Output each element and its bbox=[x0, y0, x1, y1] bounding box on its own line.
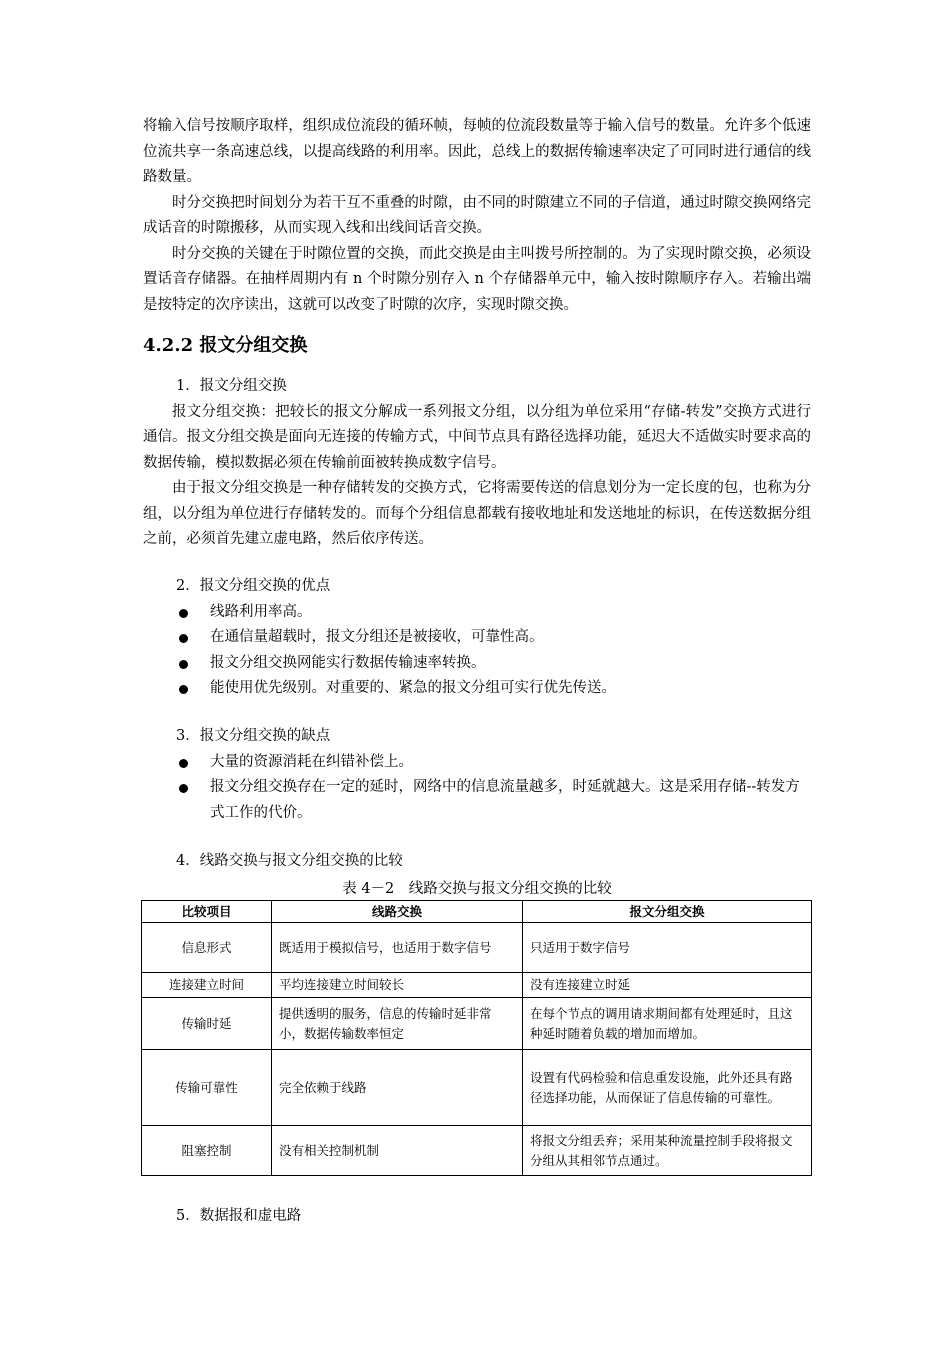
part3-title: 3．报文分组交换的缺点 bbox=[176, 728, 331, 744]
table-cell: 没有连接建立时延 bbox=[523, 973, 812, 998]
part2-title: 2．报文分组交换的优点 bbox=[176, 578, 331, 594]
bullet-icon bbox=[179, 685, 188, 694]
table-header-cell: 比较项目 bbox=[142, 901, 272, 923]
list-item: 报文分组交换网能实行数据传输速率转换。 bbox=[143, 651, 811, 677]
part3-section bbox=[143, 724, 811, 826]
part4-section bbox=[143, 849, 811, 875]
intro-paragraph-3: 时分交换的关键在于时隙位置的交换，而此交换是由主叫拨号所控制的。为了实现时隙交换，必须设置话音存储器。在抽样周期内有 n 个时隙分别存入 n 个存储器单元中，输入按时隙顺序存入。若输出端是按特定的次序读出，这就可以改变了时隙的次序，实现时隙交换。 bbox=[143, 245, 811, 313]
table-cell: 设置有代码检验和信息重发设施，此外还具有路径选择功能，从而保证了信息传输的可靠性。 bbox=[523, 1050, 812, 1126]
table-cell: 既适用于模拟信号，也适用于数字信号 bbox=[272, 923, 523, 973]
part1-paragraph-1: 报文分组交换：把较长的报文分解成一系列报文分组，以分组为单位采用“存储-转发”交换方式进行通信。报文分组交换是面向无连接的传输方式，中间节点具有路径选择功能，延迟大不适做实时要求高的数据传输，模拟数据必须在传输前面被转换成数字信号。 bbox=[143, 403, 811, 471]
intro-section bbox=[143, 114, 811, 318]
table-cell: 在每个节点的调用请求期间都有处理延时，且这种延时随着负载的增加而增加。 bbox=[523, 998, 812, 1050]
table-cell: 阻塞控制 bbox=[142, 1126, 272, 1176]
table-row bbox=[142, 998, 812, 1050]
table-caption: 表 4－2 线路交换与报文分组交换的比较 bbox=[342, 881, 612, 897]
table-cell: 信息形式 bbox=[142, 923, 272, 973]
table-cell: 将报文分组丢弃；采用某种流量控制手段将报文分组从其相邻节点通过。 bbox=[523, 1126, 812, 1176]
list-item: 报文分组交换存在一定的延时，网络中的信息流量越多，时延就越大。这是采用存储--转发方式工作的代价。 bbox=[143, 775, 811, 826]
part1-section bbox=[143, 374, 811, 553]
disadvantages-list bbox=[143, 750, 811, 827]
list-item: 在通信量超载时，报文分组还是被接收，可靠性高。 bbox=[143, 625, 811, 651]
table-cell: 传输时延 bbox=[142, 998, 272, 1050]
table-row bbox=[142, 1050, 812, 1126]
intro-paragraph-2: 时分交换把时间划分为若干互不重叠的时隙，由不同的时隙建立不同的子信道，通过时隙交换网络完成话音的时隙搬移，从而实现入线和出线间话音交换。 bbox=[143, 194, 811, 236]
table-row bbox=[142, 1126, 812, 1176]
section-title: 4.2.2 报文分组交换 bbox=[143, 335, 308, 356]
bullet-icon bbox=[179, 609, 188, 618]
part4-title: 4．线路交换与报文分组交换的比较 bbox=[176, 853, 403, 869]
table-header-cell: 线路交换 bbox=[272, 901, 523, 923]
table-cell: 传输可靠性 bbox=[142, 1050, 272, 1126]
list-item: 大量的资源消耗在纠错补偿上。 bbox=[143, 750, 811, 776]
table-row bbox=[142, 973, 812, 998]
table-header-row bbox=[142, 901, 812, 923]
table-cell: 完全依赖于线路 bbox=[272, 1050, 523, 1126]
part1-title: 1．报文分组交换 bbox=[176, 378, 287, 394]
table-cell: 没有相关控制机制 bbox=[272, 1126, 523, 1176]
table-row bbox=[142, 923, 812, 973]
part1-paragraph-2: 由于报文分组交换是一种存储转发的交换方式，它将需要传送的信息划分为一定长度的包，也称为分组，以分组为单位进行存储转发的。而每个分组信息都载有接收地址和发送地址的标识，在传送数据分组之前，必须首先建立虚电路，然后依序传送。 bbox=[143, 480, 811, 547]
intro-paragraph-1: 将输入信号按顺序取样，组织成位流段的循环帧，每帧的位流段数量等于输入信号的数量。允许多个低速位流共享一条高速总线，以提高线路的利用率。因此，总线上的数据传输速率决定了可同时进行通信的线路数量。 bbox=[143, 118, 811, 185]
bullet-icon bbox=[179, 660, 188, 669]
table-cell: 只适用于数字信号 bbox=[523, 923, 812, 973]
advantages-list bbox=[143, 600, 811, 702]
table-header-cell: 报文分组交换 bbox=[523, 901, 812, 923]
table-cell: 平均连接建立时间较长 bbox=[272, 973, 523, 998]
bullet-icon bbox=[179, 634, 188, 643]
part5-section bbox=[143, 1204, 811, 1230]
bullet-icon bbox=[179, 759, 188, 768]
part2-section bbox=[143, 574, 811, 702]
comparison-table bbox=[141, 900, 812, 1176]
bullet-icon bbox=[179, 784, 188, 793]
part5-title: 5．数据报和虚电路 bbox=[176, 1208, 302, 1224]
list-item: 能使用优先级别。对重要的、紧急的报文分组可实行优先传送。 bbox=[143, 676, 811, 702]
list-item: 线路利用率高。 bbox=[143, 600, 811, 626]
table-cell: 连接建立时间 bbox=[142, 973, 272, 998]
table-cell: 提供透明的服务，信息的传输时延非常小，数据传输数率恒定 bbox=[272, 998, 523, 1050]
